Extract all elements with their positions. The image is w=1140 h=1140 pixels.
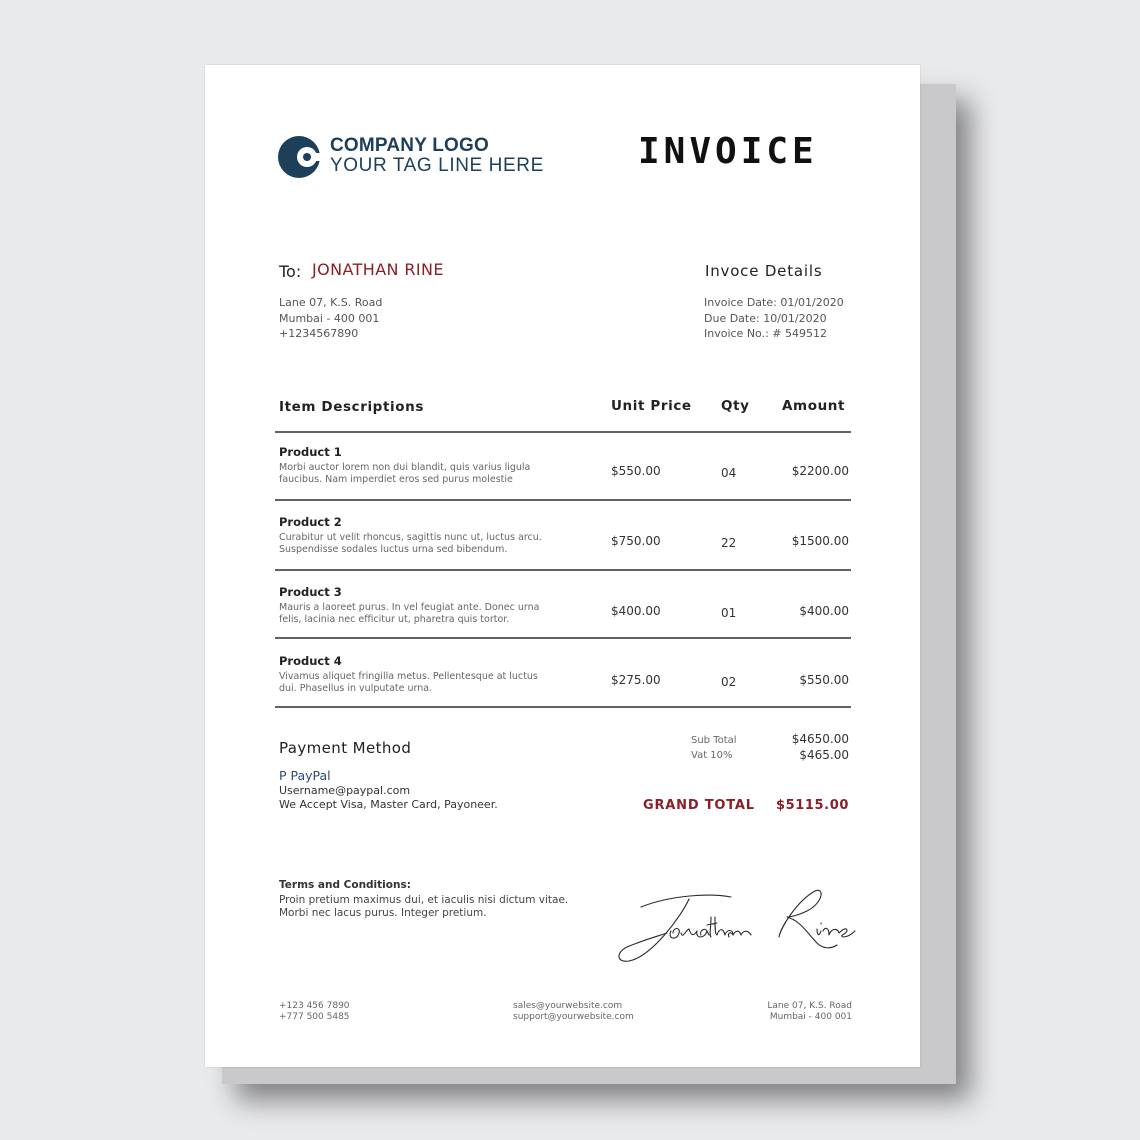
product-name: Product 3 <box>279 585 342 599</box>
footer-emails <box>513 1001 634 1023</box>
product-description: Curabitur ut velit rhoncus, sagittis nunc ut, luctus arcu. Suspendisse sodales luctus urna sed bibendum. <box>279 532 542 555</box>
footer-address <box>767 1001 852 1023</box>
product-qty: 02 <box>721 675 737 689</box>
footer-phone: +777 500 5485 <box>279 1012 350 1022</box>
company-tagline: YOUR TAG LINE HERE <box>330 155 544 176</box>
footer-email: support@yourwebsite.com <box>513 1012 634 1022</box>
footer-email: sales@yourwebsite.com <box>513 1001 623 1011</box>
product-qty: 04 <box>721 466 737 480</box>
subtotal-label: Sub Total <box>691 735 737 746</box>
product-qty: 22 <box>721 536 737 550</box>
footer-address-line: Lane 07, K.S. Road <box>767 1001 852 1011</box>
table-divider <box>275 569 851 571</box>
product-qty: 01 <box>721 606 737 620</box>
product-description: Morbi auctor lorem non dui blandit, quis varius ligula faucibus. Nam imperdiet eros sed purus molestie <box>279 462 531 485</box>
table-divider <box>275 637 851 639</box>
company-logo-name: COMPANY LOGO <box>330 135 489 156</box>
due-date: Due Date: 10/01/2020 <box>704 311 827 325</box>
col-header-description: Item Descriptions <box>279 399 424 415</box>
col-header-unit-price: Unit Price <box>611 398 692 414</box>
product-amount: $1500.00 <box>791 534 849 548</box>
totals-values <box>792 731 849 763</box>
product-amount: $550.00 <box>799 673 849 687</box>
payment-method-title: Payment Method <box>279 739 412 757</box>
payment-method-paypal: P PayPal <box>279 768 331 783</box>
subtotal-value: $4650.00 <box>791 732 849 746</box>
invoice-number: Invoice No.: # 549512 <box>704 327 827 340</box>
company-logo-icon <box>277 135 325 179</box>
footer-phone: +123 456 7890 <box>279 1001 350 1011</box>
totals-labels <box>691 733 737 763</box>
product-unit-price: $750.00 <box>611 534 661 548</box>
product-name: Product 1 <box>279 445 342 459</box>
invoice-date: Invoice Date: 01/01/2020 <box>704 296 844 309</box>
vat-value: $465.00 <box>799 748 849 762</box>
product-name: Product 4 <box>279 654 342 668</box>
address-line: Lane 07, K.S. Road <box>279 296 383 309</box>
terms-title: Terms and Conditions: <box>279 879 411 891</box>
table-row <box>205 574 920 643</box>
invoice-page <box>205 65 920 1067</box>
product-amount: $400.00 <box>799 604 849 618</box>
col-header-amount: Amount <box>782 398 846 414</box>
payment-accepts: We Accept Visa, Master Card, Payoneer. <box>279 798 498 811</box>
vat-label: Vat 10% <box>691 750 733 761</box>
invoice-details <box>704 295 844 342</box>
product-name: Product 2 <box>279 515 342 529</box>
table-divider <box>275 499 851 501</box>
product-unit-price: $275.00 <box>611 673 661 687</box>
product-description: Vivamus aliquet fringilla metus. Pellentesque at luctus dui. Phasellus in vulputate urna. <box>279 671 538 694</box>
footer-phones <box>279 1001 350 1023</box>
table-row <box>205 434 920 503</box>
product-unit-price: $400.00 <box>611 604 661 618</box>
table-row <box>205 504 920 573</box>
product-amount: $2200.00 <box>791 464 849 478</box>
bill-to-name: JONATHAN RINE <box>312 260 444 279</box>
terms-text: Proin pretium maximus dui, et iaculis nisi dictum vitae. Morbi nec lacus purus. Integer pretium. <box>279 894 569 919</box>
table-divider <box>275 706 851 708</box>
col-header-qty: Qty <box>721 398 750 414</box>
address-line: Mumbai - 400 001 <box>279 311 380 325</box>
payment-username: Username@paypal.com <box>279 784 411 797</box>
grand-total-value: $5115.00 <box>775 798 849 813</box>
table-divider <box>275 431 851 433</box>
product-unit-price: $550.00 <box>611 464 661 478</box>
footer-address-line: Mumbai - 400 001 <box>769 1012 852 1022</box>
invoice-title: INVOICE <box>638 131 818 172</box>
grand-total-label: GRAND TOTAL <box>643 798 755 813</box>
table-row <box>205 643 920 712</box>
bill-to-address <box>279 295 382 342</box>
bill-to-label: To: <box>279 262 302 281</box>
product-description: Mauris a laoreet purus. In vel feugiat ante. Donec urna felis, lacinia nec efficitur ut, pharetra quis tortor. <box>279 602 540 625</box>
phone-line: +1234567890 <box>279 327 359 340</box>
signature-image <box>611 887 861 969</box>
invoice-details-title: Invoce Details <box>705 262 823 280</box>
